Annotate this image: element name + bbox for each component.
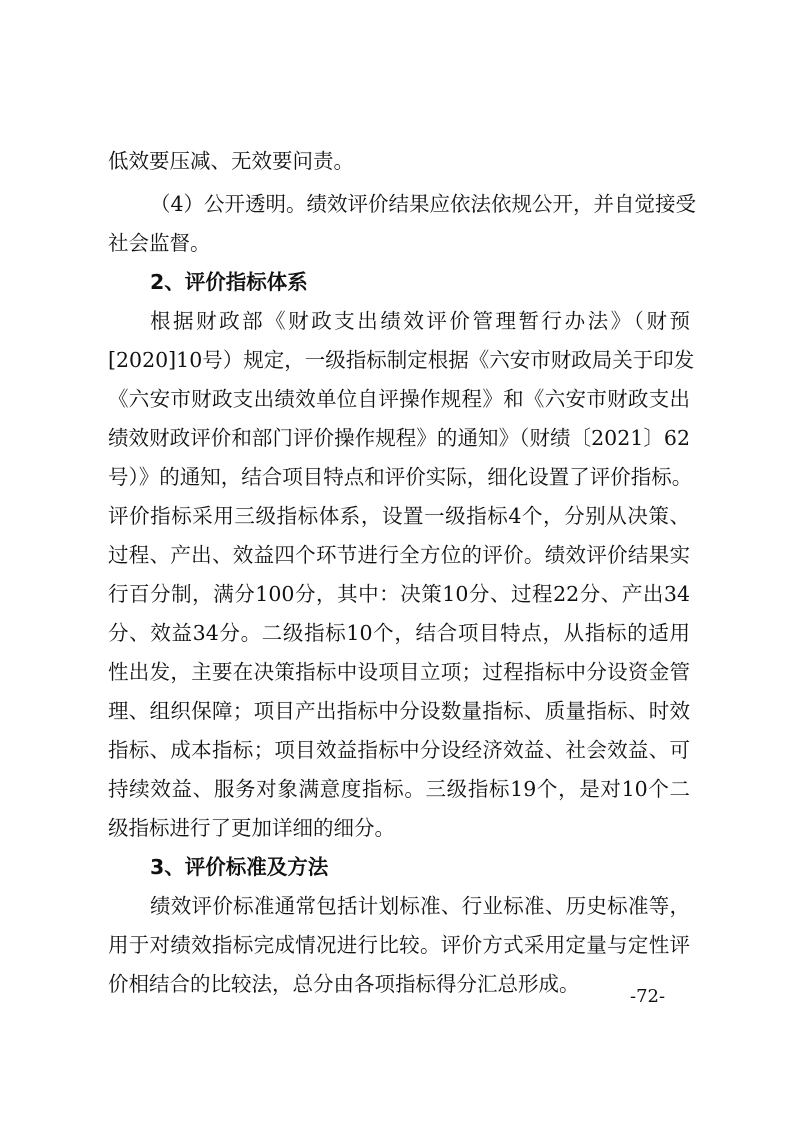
section-heading: 2、评价指标体系: [150, 270, 308, 294]
paragraph-line: 指标、成本指标；项目效益指标中分设经济效益、社会效益、可: [108, 738, 690, 762]
paragraph-line: 《六安市财政支出绩效单位自评操作规程》和《六安市财政支出: [108, 387, 690, 411]
paragraph-line: 绩效财政评价和部门评价操作规程》的通知》（财绩〔2021〕62: [108, 426, 690, 450]
paragraph-line: 号）》的通知，结合项目特点和评价实际，细化设置了评价指标。: [108, 465, 693, 489]
paragraph-line: 社会监督。: [108, 231, 211, 255]
paragraph-line: 级指标进行了更加详细的细分。: [108, 816, 395, 840]
paragraph-line: 行百分制，满分100分，其中：决策10分、过程22分、产出34: [108, 582, 690, 606]
paragraph-line: 绩效评价标准通常包括计划标准、行业标准、历史标准等，: [150, 894, 690, 918]
paragraph-line: 根据财政部《财政支出绩效评价管理暂行办法》（财预: [150, 309, 690, 333]
paragraph-line: 过程、产出、效益四个环节进行全方位的评价。绩效评价结果实: [108, 543, 690, 567]
paragraph-line: 低效要压减、无效要问责。: [108, 149, 354, 173]
paragraph-line: 性出发，主要在决策指标中设项目立项；过程指标中分设资金管: [108, 660, 690, 684]
page-number: -72-: [630, 986, 666, 1007]
paragraph-line: 持续效益、服务对象满意度指标。三级指标19个，是对10个二: [108, 777, 690, 801]
section-heading: 3、评价标准及方法: [150, 855, 329, 879]
paragraph-line: [2020]10号）规定，一级指标制定根据《六安市财政局关于印发: [108, 348, 695, 372]
paragraph-line: 价相结合的比较法，总分由各项指标得分汇总形成。: [108, 972, 580, 996]
paragraph-line: 理、组织保障；项目产出指标中分设数量指标、质量指标、时效: [108, 699, 690, 723]
paragraph-line: 评价指标采用三级指标体系，设置一级指标4个，分别从决策、: [108, 504, 690, 528]
paragraph-line: （4）公开透明。绩效评价结果应依法依规公开，并自觉接受: [150, 192, 697, 216]
paragraph-line: 分、效益34分。二级指标10个，结合项目特点，从指标的适用: [108, 621, 690, 645]
paragraph-line: 用于对绩效指标完成情况进行比较。评价方式采用定量与定性评: [108, 933, 690, 957]
